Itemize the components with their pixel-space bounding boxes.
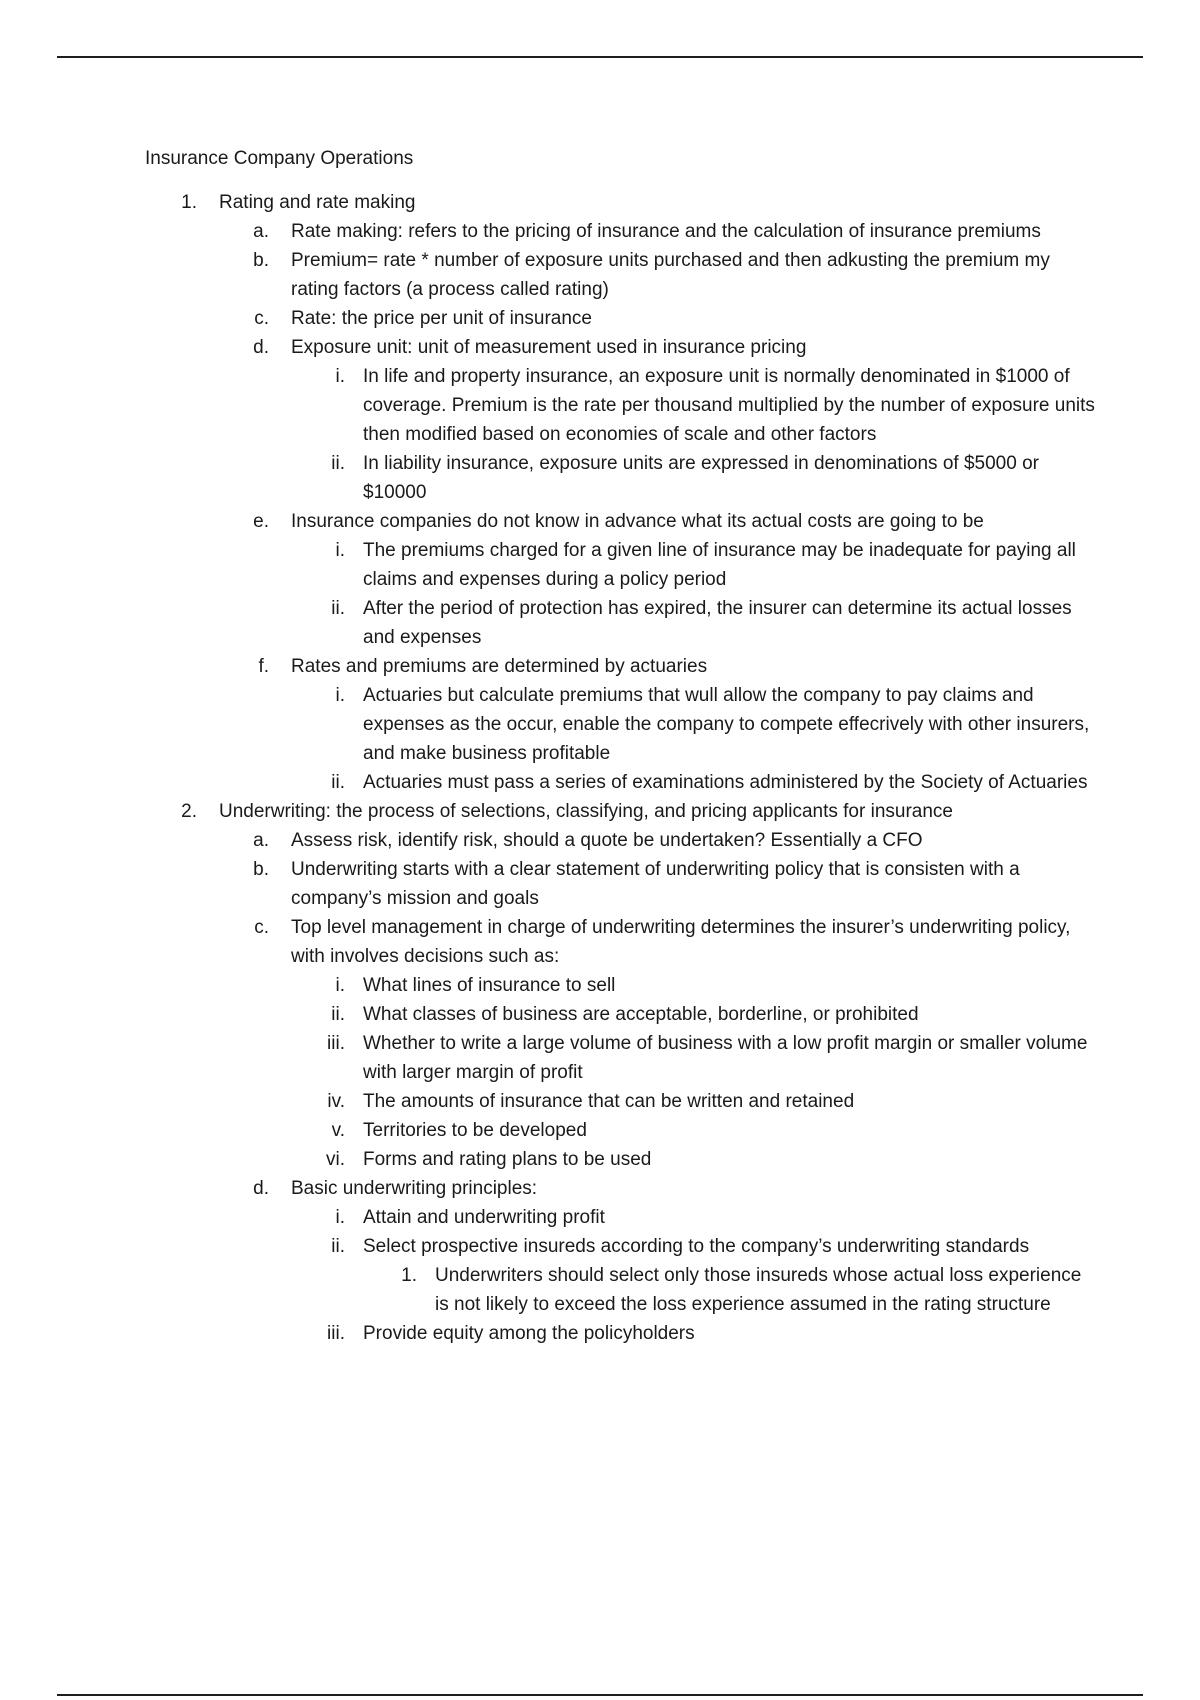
outline-item-level-1 xyxy=(145,188,1095,217)
outline-item-level-3 xyxy=(145,1145,1095,1174)
list-item-text: Rate making: refers to the pricing of insurance and the calculation of insurance premiums xyxy=(291,221,1041,242)
list-item-text: Attain and underwriting profit xyxy=(363,1207,605,1228)
list-item-text: Provide equity among the policyholders xyxy=(363,1323,695,1344)
list-marker: i. xyxy=(335,366,345,387)
list-marker: ii. xyxy=(331,1004,345,1025)
list-marker: d. xyxy=(253,1178,269,1199)
outline-item-level-3 xyxy=(145,768,1095,797)
outline-item-level-2 xyxy=(145,913,1095,971)
list-item-text: Basic underwriting principles: xyxy=(291,1178,538,1199)
outline-list xyxy=(145,188,1095,1348)
outline-item-level-2 xyxy=(145,333,1095,362)
list-item-text: The amounts of insurance that can be written and retained xyxy=(363,1091,855,1112)
document-body xyxy=(145,144,1095,1348)
list-marker: v. xyxy=(331,1120,345,1141)
list-marker: i. xyxy=(335,685,345,706)
outline-item-level-3 xyxy=(145,1116,1095,1145)
list-item-text: Actuaries but calculate premiums that wull allow the company to pay claims and expenses as the occur, enable the company to compete effecrively with other insurers, and make business profitable xyxy=(363,685,1090,764)
list-item-text: In life and property insurance, an exposure unit is normally denominated in $1000 of coverage. Premium is the rate per thousand multiplied by the number of exposure units then modified based on economies of scale and other factors xyxy=(363,366,1095,445)
list-item-text: Actuaries must pass a series of examinations administered by the Society of Actuaries xyxy=(363,772,1088,793)
outline-item-level-3 xyxy=(145,1319,1095,1348)
outline-item-level-3 xyxy=(145,1232,1095,1261)
outline-item-level-3 xyxy=(145,681,1095,768)
list-item-text: In liability insurance, exposure units are expressed in denominations of $5000 or $10000 xyxy=(363,453,1039,503)
list-marker: c. xyxy=(254,917,269,938)
outline-item-level-4 xyxy=(145,1261,1095,1319)
header-rule xyxy=(57,56,1143,58)
outline-item-level-3 xyxy=(145,971,1095,1000)
outline-item-level-1 xyxy=(145,797,1095,826)
footer-rule xyxy=(57,1694,1143,1696)
outline-item-level-2 xyxy=(145,246,1095,304)
outline-item-level-2 xyxy=(145,217,1095,246)
outline-item-level-3 xyxy=(145,1203,1095,1232)
list-item-text: After the period of protection has expired, the insurer can determine its actual losses and expenses xyxy=(363,598,1072,648)
outline-item-level-3 xyxy=(145,1000,1095,1029)
outline-item-level-2 xyxy=(145,304,1095,333)
list-item-text: Assess risk, identify risk, should a quote be undertaken? Essentially a CFO xyxy=(291,830,923,851)
list-item-text: Exposure unit: unit of measurement used in insurance pricing xyxy=(291,337,807,358)
list-marker: ii. xyxy=(331,453,345,474)
list-marker: c. xyxy=(254,308,269,329)
list-marker: b. xyxy=(253,859,269,880)
outline-item-level-3 xyxy=(145,536,1095,594)
list-marker: a. xyxy=(253,830,269,851)
outline-item-level-2 xyxy=(145,826,1095,855)
list-marker: f. xyxy=(258,656,269,677)
list-item-text: What lines of insurance to sell xyxy=(363,975,616,996)
list-marker: vi. xyxy=(326,1149,345,1170)
list-marker: iii. xyxy=(327,1323,345,1344)
list-marker: iv. xyxy=(327,1091,345,1112)
outline-item-level-3 xyxy=(145,362,1095,449)
list-item-text: Whether to write a large volume of business with a low profit margin or smaller volume with larger margin of profit xyxy=(363,1033,1088,1083)
outline-item-level-3 xyxy=(145,594,1095,652)
outline-item-level-3 xyxy=(145,1087,1095,1116)
outline-item-level-3 xyxy=(145,449,1095,507)
list-item-text: Underwriters should select only those insureds whose actual loss experience is not likely to exceed the loss experience assumed in the rating structure xyxy=(435,1265,1082,1315)
outline-item-level-2 xyxy=(145,507,1095,536)
list-item-text: Premium= rate * number of exposure units purchased and then adkusting the premium my rating factors (a process called rating) xyxy=(291,250,1050,300)
list-item-text: Rate: the price per unit of insurance xyxy=(291,308,593,329)
list-marker: ii. xyxy=(331,598,345,619)
list-item-text: Underwriting starts with a clear statement of underwriting policy that is consisten with a company’s mission and goals xyxy=(291,859,1020,909)
list-item-text: Rates and premiums are determined by actuaries xyxy=(291,656,708,677)
list-item-text: Underwriting: the process of selections, classifying, and pricing applicants for insurance xyxy=(219,801,953,822)
list-item-text: What classes of business are acceptable, borderline, or prohibited xyxy=(363,1004,919,1025)
outline-item-level-2 xyxy=(145,1174,1095,1203)
list-item-text: Forms and rating plans to be used xyxy=(363,1149,652,1170)
outline-item-level-2 xyxy=(145,652,1095,681)
list-marker: ii. xyxy=(331,772,345,793)
outline-item-level-3 xyxy=(145,1029,1095,1087)
list-marker: i. xyxy=(335,540,345,561)
list-marker: b. xyxy=(253,250,269,271)
list-item-text: Insurance companies do not know in advance what its actual costs are going to be xyxy=(291,511,984,532)
list-marker: e. xyxy=(253,511,269,532)
outline-item-level-2 xyxy=(145,855,1095,913)
list-marker: ii. xyxy=(331,1236,345,1257)
list-item-text: Territories to be developed xyxy=(363,1120,587,1141)
list-item-text: Select prospective insureds according to the company’s underwriting standards xyxy=(363,1236,1030,1257)
list-marker: 2. xyxy=(181,801,197,822)
document-title: Insurance Company Operations xyxy=(145,148,414,169)
list-item-text: The premiums charged for a given line of insurance may be inadequate for paying all claims and expenses during a policy period xyxy=(363,540,1076,590)
list-item-text: Rating and rate making xyxy=(219,192,416,213)
list-marker: i. xyxy=(335,975,345,996)
list-marker: 1. xyxy=(401,1265,417,1286)
list-marker: iii. xyxy=(327,1033,345,1054)
list-item-text: Top level management in charge of underwriting determines the insurer’s underwriting policy, with involves decisions such as: xyxy=(291,917,1071,967)
list-marker: i. xyxy=(335,1207,345,1228)
list-marker: 1. xyxy=(181,192,197,213)
list-marker: d. xyxy=(253,337,269,358)
list-marker: a. xyxy=(253,221,269,242)
